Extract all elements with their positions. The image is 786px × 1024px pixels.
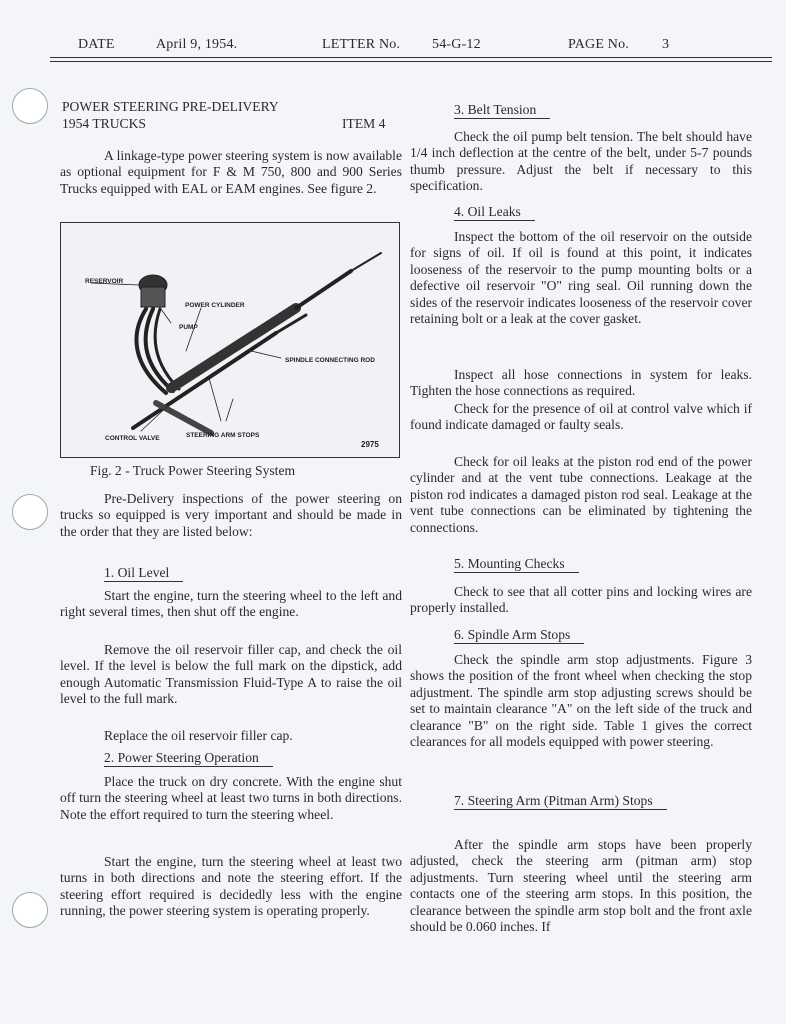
paragraph: Check the spindle arm stop adjustments. Figure 3 shows the position of the front wheel when checking the stop adjustment. The spindle arm stop adjusting screws should be set to maintain clearance "A" on the left side of the truck and clearance "B" on the right side. Table 1 gives the correct clearances for all models equipped with power steering.	[410, 652, 752, 750]
paragraph: Replace the oil reservoir filler cap.	[104, 728, 293, 743]
section-heading: 5. Mounting Checks	[454, 556, 579, 572]
paragraph: Start the engine, turn the steering wheel at least two turns in both directions and note the steering effort. If the steering effort required is decidedly less with the engine running, the power steering system is operating properly.	[60, 854, 402, 919]
section-heading: 4. Oil Leaks	[454, 204, 535, 220]
figure-number: 2975	[361, 440, 379, 449]
label-steering-arm-stops: STEERING ARM STOPS	[186, 432, 260, 439]
punch-hole	[12, 88, 48, 124]
date-label: DATE	[78, 37, 115, 52]
title-line1: POWER STEERING PRE-DELIVERY	[62, 99, 279, 114]
paragraph: Pre-Delivery inspections of the power steering on trucks so equipped is very important and should be made in the order that they are listed below:	[60, 491, 402, 539]
date-value: April 9, 1954.	[156, 37, 238, 52]
section-heading: 6. Spindle Arm Stops	[454, 627, 584, 643]
paragraph: Check the oil pump belt tension. The belt should have 1/4 inch deflection at the centre of the belt, under 5-7 pounds thumb pressure. Adjust the belt if necessary to this specification.	[410, 129, 752, 194]
power-steering-illustration	[61, 223, 399, 457]
header-rule	[50, 57, 772, 58]
section-heading: 1. Oil Level	[104, 565, 183, 581]
paragraph: Place the truck on dry concrete. With the engine shut off turn the steering wheel at least two turns in both directions. Note the effort required to turn the steering wheel.	[60, 774, 402, 822]
item-number: ITEM 4	[342, 116, 386, 131]
punch-hole	[12, 494, 48, 530]
figure-caption: Fig. 2 - Truck Power Steering System	[90, 463, 296, 478]
letter-number: 54-G-12	[432, 37, 481, 52]
paragraph: After the spindle arm stops have been properly adjusted, check the steering arm (pitman arm) stop adjustments. Turn steering wheel until the steering arm contacts one of the steering arm stops. In this position, the clearance between the spindle arm stop bolt and the front axle should be 0.060 inches. If	[410, 837, 752, 935]
label-spindle-rod: SPINDLE CONNECTING ROD	[285, 357, 375, 364]
paragraph: Check for oil leaks at the piston rod end of the power cylinder and at the vent tube connections. Leakage at the piston rod indicates a damaged piston rod seal. Leakage at the vent tube connections can be eliminated by tightening the connections.	[410, 454, 752, 535]
paragraph: Start the engine, turn the steering wheel to the left and right several times, then shut off the engine.	[60, 588, 402, 620]
label-pump: PUMP	[179, 324, 198, 331]
section-heading: 2. Power Steering Operation	[104, 750, 273, 766]
page-label: PAGE No.	[568, 37, 629, 52]
title-line2: 1954 TRUCKS	[62, 116, 146, 131]
label-reservoir: RESERVOIR	[85, 278, 124, 285]
paragraph: Check for the presence of oil at control valve which if found indicate damaged or faulty seals.	[410, 401, 752, 433]
figure-2	[60, 222, 400, 458]
label-power-cylinder: POWER CYLINDER	[185, 302, 245, 309]
paragraph: Check to see that all cotter pins and locking wires are properly installed.	[410, 584, 752, 616]
header-rule	[50, 61, 772, 62]
letter-label: LETTER No.	[322, 37, 401, 52]
paragraph: Remove the oil reservoir filler cap, and check the oil level. If the level is below the full mark on the dipstick, add enough Automatic Transmission Fluid-Type A to raise the oil level to the full mark.	[60, 642, 402, 707]
page-number: 3	[662, 37, 670, 52]
punch-hole	[12, 892, 48, 928]
paragraph: Inspect all hose connections in system for leaks. Tighten the hose connections as required.	[410, 367, 752, 399]
paragraph: Inspect the bottom of the oil reservoir on the outside for signs of oil. If oil is found at this point, it indicates looseness of the reservoir to the pump mounting bolts or a defective oil reservoir "O" ring seal. Oil running down the sides of the reservoir indicates looseness of the reservoir cover retaining bolt or a leak at the cover gasket.	[410, 229, 752, 327]
section-heading: 7. Steering Arm (Pitman Arm) Stops	[454, 793, 667, 809]
label-control-valve: CONTROL VALVE	[105, 435, 160, 442]
intro-paragraph: A linkage-type power steering system is now available as optional equipment for F & M 750, 800 and 900 Series Trucks equipped with EAL or EAM engines. See figure 2.	[60, 148, 402, 196]
section-heading: 3. Belt Tension	[454, 102, 550, 118]
